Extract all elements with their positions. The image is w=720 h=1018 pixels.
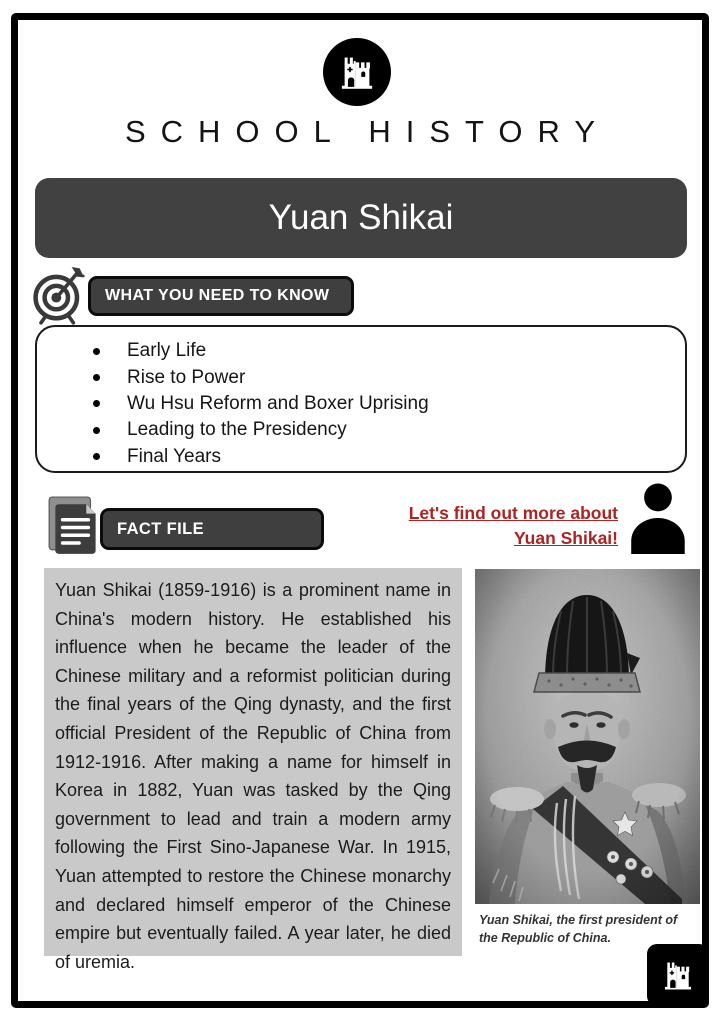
corner-logo	[647, 944, 709, 1006]
brand-logo	[323, 38, 391, 106]
castle-icon	[335, 50, 379, 94]
bullet-icon	[93, 374, 100, 381]
list-item-label: Leading to the Presidency	[127, 419, 347, 441]
bullet-icon	[93, 400, 100, 407]
brand-title: SCHOOL HISTORY	[124, 114, 611, 149]
bullet-icon	[93, 427, 100, 434]
fact-heading: FACT FILE	[117, 519, 205, 538]
list-item	[93, 391, 675, 417]
list-item-label: Wu Hsu Reform and Boxer Uprising	[127, 392, 429, 414]
cta-line-2[interactable]: Yuan Shikai!	[513, 528, 618, 548]
page-title-banner	[35, 178, 687, 258]
fact-heading-pill	[100, 508, 324, 550]
bullet-icon	[93, 453, 100, 460]
know-heading-pill	[88, 276, 354, 316]
bullet-icon	[93, 348, 100, 355]
fact-body: Yuan Shikai (1859-1916) is a prominent name in China's modern history. He established his influence when he became the leader of the Chinese military and a reformist politician during the final years of the Qing dynasty, and the first official President of the Republic of China from 1912-1916. After making a name for himself in Korea in 1882, Yuan was tasked by the Qing government to lead and train a modern army following the First Sino-Japanese War. In 1915, Yuan attempted to restore the Chinese monarchy and declared himself emperor of the Chinese empire but eventually failed. A year later, he died of uremia.	[44, 568, 462, 956]
target-dart-icon	[32, 263, 86, 325]
know-heading: WHAT YOU NEED TO KNOW	[105, 287, 330, 304]
person-icon	[626, 482, 692, 554]
know-list-box	[35, 325, 687, 473]
documents-icon	[44, 495, 108, 559]
list-item	[93, 364, 675, 390]
portrait-caption: Yuan Shikai, the first president of the Republic of China.	[479, 913, 678, 946]
list-item	[93, 444, 675, 470]
list-item-label: Early Life	[127, 340, 207, 362]
castle-icon	[659, 956, 697, 994]
list-item	[93, 417, 675, 443]
cta-link[interactable]	[372, 501, 618, 551]
list-item-label: Final Years	[127, 445, 222, 467]
list-item-label: Rise to Power	[127, 366, 246, 388]
page-title: Yuan Shikai	[268, 198, 454, 237]
portrait-image	[475, 569, 700, 904]
cta-line-1[interactable]: Let's find out more about	[408, 503, 618, 523]
list-item	[93, 338, 675, 364]
